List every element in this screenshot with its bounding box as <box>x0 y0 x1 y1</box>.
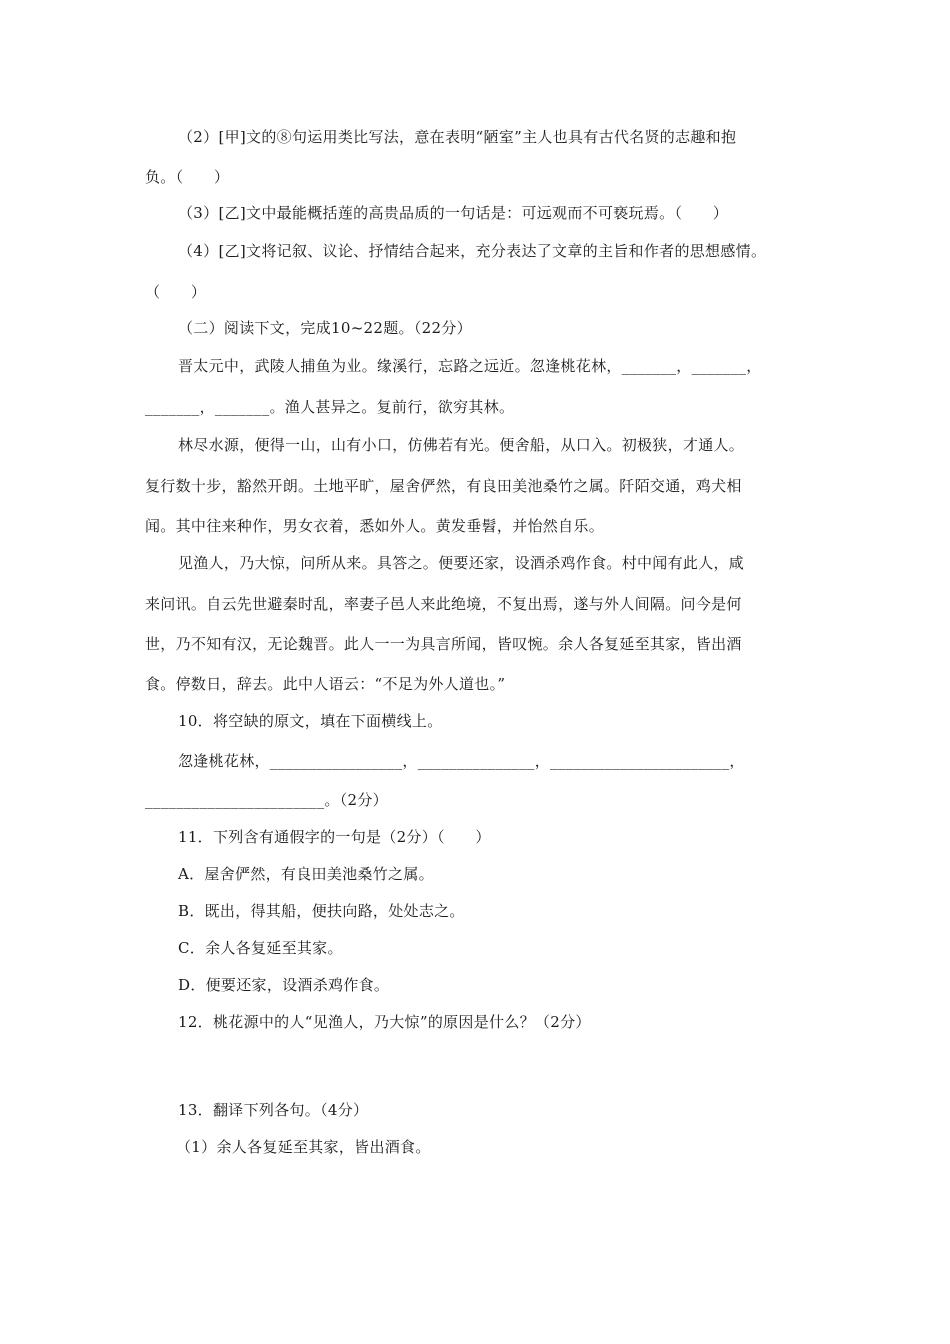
passage-para-1-line-2: _______，_______。渔人甚异之。复前行，欲穷其林。 <box>145 398 515 416</box>
passage-para-1-line-1: 晋太元中，武陵人捕鱼为业。缘溪行，忘路之远近。忽逢桃花林，_______，_______， <box>178 357 762 375</box>
q9-item-3: （3）[乙]文中最能概括莲的高贵品质的一句话是：可远观而不可亵玩焉。（ ） <box>178 204 729 222</box>
passage-para-2-line-1: 林尽水源，便得一山，山有小口，仿佛若有光。便舍船，从口入。初极狭，才通人。 <box>178 436 745 454</box>
q9-item-2-line-2: 负。（ ） <box>145 168 230 186</box>
question-12: 12．桃花源中的人“见渔人，乃大惊”的原因是什么？（2分） <box>178 1013 591 1031</box>
passage-para-3-line-3: 世，乃不知有汉，无论魏晋。此人一一为具言所闻，皆叹惋。余人各复延至其家，皆出酒 <box>145 635 742 653</box>
question-11-option-d: D．便要还家，设酒杀鸡作食。 <box>178 976 390 994</box>
q9-item-2-line-1: （2）[甲]文的⑧句运用类比写法，意在表明“陋室”主人也具有古代名贤的志趣和抱 <box>178 128 737 146</box>
passage-para-3-line-4: 食。停数日，辞去。此中人语云：“不足为外人道也。” <box>145 675 506 693</box>
question-11-option-a: A．屋舍俨然，有良田美池桑竹之属。 <box>178 865 434 883</box>
section-2-heading: （二）阅读下文，完成10~22题。（22分） <box>178 319 472 337</box>
question-11-option-b: B．既出，得其船，便扶向路，处处志之。 <box>178 902 465 920</box>
passage-para-3-line-1: 见渔人，乃大惊，问所从来。具答之。便要还家，设酒杀鸡作食。村中闻有此人，咸 <box>178 554 745 572</box>
question-11: 11．下列含有通假字的一句是（2分）（ ） <box>178 828 491 846</box>
question-13: 13．翻译下列各句。（4分） <box>178 1101 369 1119</box>
passage-para-2-line-2: 复行数十步，豁然开朗。土地平旷，屋舍俨然，有良田美池桑竹之属。阡陌交通，鸡犬相 <box>145 477 742 495</box>
question-10-blanks-line-1: 忽逢桃花林，_________________，_______________，_______________________， <box>178 752 745 770</box>
question-13-item-1: （1）余人各复延至其家，皆出酒食。 <box>176 1138 431 1156</box>
q9-item-4-line-2: （ ） <box>145 283 207 301</box>
question-10-blanks-line-2: _______________________。（2分） <box>145 791 388 809</box>
q9-item-4-line-1: （4）[乙]文将记叙、议论、抒情结合起来，充分表达了文章的主旨和作者的思想感情。 <box>178 242 767 260</box>
passage-para-2-line-3: 闻。其中往来种作，男女衣着，悉如外人。黄发垂髫，并怡然自乐。 <box>145 517 605 535</box>
question-11-option-c: C．余人各复延至其家。 <box>178 939 343 957</box>
question-10: 10．将空缺的原文，填在下面横线上。 <box>178 712 443 730</box>
passage-para-3-line-2: 来问讯。自云先世避秦时乱，率妻子邑人来此绝境，不复出焉，遂与外人间隔。问今是何 <box>145 595 742 613</box>
